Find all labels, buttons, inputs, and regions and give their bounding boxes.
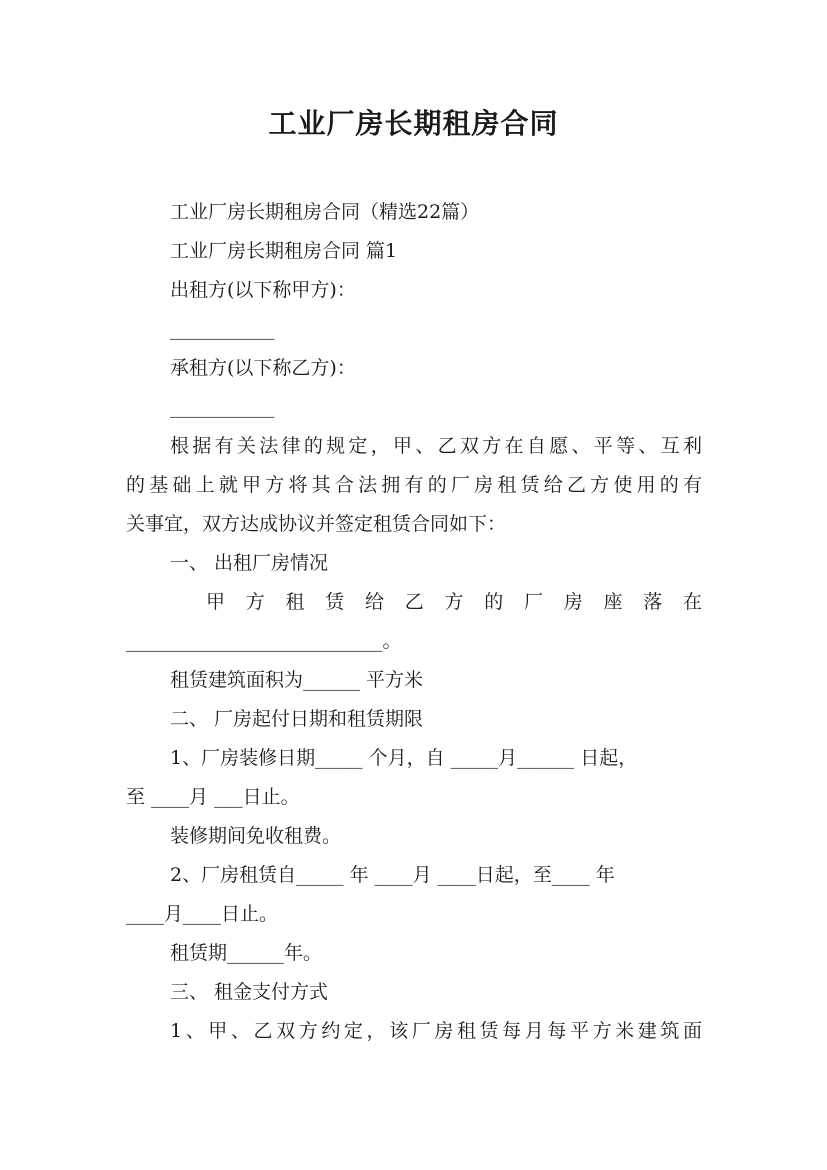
- location-blank: ___________________________。: [126, 630, 402, 652]
- paragraph-line: 2、厂房租赁自_____ 年 ____月 ____日起，至____ 年: [170, 864, 615, 886]
- area-line: 租赁建筑面积为______ 平方米: [170, 669, 424, 691]
- clause-heading-3: 三、 租金支付方式: [170, 981, 329, 1003]
- paragraph-line: 根据有关法律的规定，甲、乙双方在自愿、平等、互利: [170, 435, 702, 457]
- paragraph-line: 至 ____月 ___日止。: [126, 786, 300, 808]
- paragraph-line: 1、厂房装修日期_____ 个月，自 _____月______ 日起，: [170, 747, 638, 769]
- lessor-label: 出租方(以下称甲方)：: [170, 279, 356, 301]
- paragraph-line: 的基础上就甲方将其合法拥有的厂房租赁给乙方使用的有: [126, 474, 702, 496]
- lessor-blank: ___________: [170, 318, 275, 340]
- document-title: 工业厂房长期租房合同: [268, 107, 559, 140]
- paragraph-line: 关事宜，双方达成协议并签定租赁合同如下：: [126, 513, 507, 535]
- paragraph-line: 租赁期______年。: [170, 942, 323, 964]
- paragraph-line: 1、甲、乙双方约定，该厂房租赁每月每平方米建筑面: [170, 1020, 702, 1042]
- lessee-blank: ___________: [170, 396, 275, 418]
- paragraph-line: ____月____日止。: [126, 903, 279, 925]
- clause-heading-1: 一、 出租厂房情况: [170, 552, 329, 574]
- paragraph-line: 装修期间免收租费。: [170, 825, 342, 847]
- clause-heading-2: 二、 厂房起付日期和租赁期限: [170, 708, 424, 730]
- section-heading: 工业厂房长期租房合同 篇1: [170, 240, 398, 262]
- lessee-label: 承租方(以下称乙方)：: [170, 357, 356, 379]
- subtitle-line: 工业厂房长期租房合同（精选22篇）: [170, 201, 480, 223]
- paragraph-line: 甲方租赁给乙方的厂房座落在: [206, 591, 702, 613]
